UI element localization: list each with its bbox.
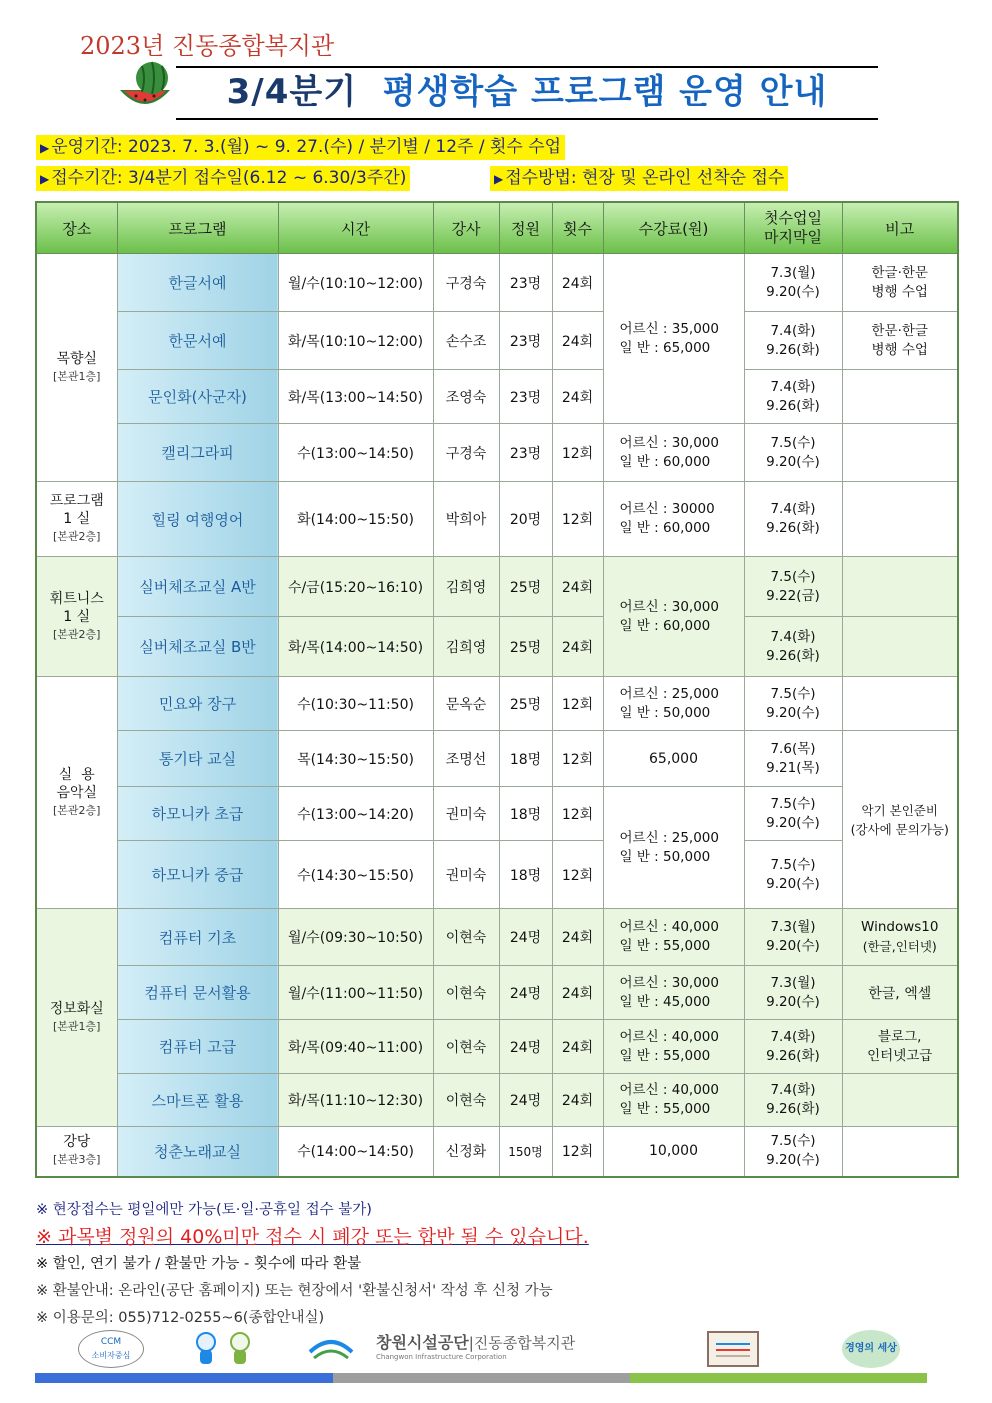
place-cell (36, 482, 117, 557)
end-date: 9.20(수) (766, 1152, 820, 1169)
start-date: 7.5(수) (770, 1133, 816, 1150)
note-line: (강사에 문의가능) (850, 821, 949, 837)
notice-refund: ※ 할인, 연기 불가 / 환불만 가능 - 횟수에 따라 환불 (36, 1256, 362, 1272)
table-row (36, 909, 958, 966)
time-cell: 화/목(13:00~14:50) (278, 370, 433, 424)
table-row (36, 1020, 958, 1074)
header-place: 장소 (36, 202, 117, 254)
table-row (36, 424, 958, 482)
ccm-logo (78, 1330, 144, 1368)
bar-gray (333, 1373, 630, 1383)
end-date: 9.26(화) (766, 520, 820, 536)
watermelon-icon (116, 60, 174, 110)
end-date: 9.26(화) (766, 341, 820, 358)
notice-cancel: ※ 과목별 정원의 40%미만 접수 시 폐강 또는 합반 될 수 있습니다. (36, 1226, 589, 1248)
method-text: 접수방법: 현장 및 온라인 선착순 접수 (505, 168, 785, 188)
table-row (36, 787, 958, 841)
start-date: 7.5(수) (770, 568, 816, 585)
footer-logos (70, 1330, 930, 1370)
note-cell: 한글, 엑셀 (842, 966, 958, 1020)
capacity-cell: 25명 (499, 617, 552, 677)
program-cell: 문인화(사군자) (117, 370, 278, 424)
place-name: 프로그램 (49, 493, 104, 509)
title-text: 평생학습 프로그램 운영 안내 (382, 72, 828, 112)
teacher-cell: 구경숙 (433, 254, 499, 312)
table-row (36, 482, 958, 557)
bar-blue (35, 1373, 333, 1383)
table-row (36, 312, 958, 370)
header-teacher: 강사 (433, 202, 499, 254)
place-name: 1 실 (63, 608, 91, 625)
time-cell: 월/수(10:10~12:00) (278, 254, 433, 312)
start-date: 7.4(화) (770, 501, 816, 517)
time-cell: 화/목(14:00~14:50) (278, 617, 433, 677)
note-line: 병행 수업 (871, 283, 928, 300)
start-date: 7.4(화) (770, 1082, 816, 1098)
place-name: 휘트니스 (49, 590, 104, 607)
capacity-cell: 24명 (499, 1020, 552, 1074)
program-cell: 하모니카 초급 (117, 787, 278, 841)
note-cell (842, 909, 958, 966)
end-date: 9.26(화) (766, 647, 820, 664)
start-date: 7.3(월) (770, 919, 816, 935)
footer-color-bar (35, 1373, 927, 1383)
dates-cell (744, 909, 842, 966)
time-cell: 수(14:00~14:50) (278, 1127, 433, 1177)
end-date: 9.20(수) (766, 283, 820, 300)
time-cell: 화(14:00~15:50) (278, 482, 433, 557)
fee-general: 일 반 : 45,000 (619, 993, 711, 1010)
program-cell: 컴퓨터 문서활용 (117, 966, 278, 1020)
fee-general: 일 반 : 60,000 (619, 453, 711, 470)
table-row (36, 370, 958, 424)
program-table (35, 201, 959, 1178)
fee-general: 일 반 : 55,000 (619, 938, 711, 954)
fee-cell (603, 1074, 744, 1127)
fee-general: 일 반 : 50,000 (619, 704, 711, 721)
fee-senior: 어르신 : 30000 (619, 501, 715, 517)
title-box (176, 66, 878, 120)
city-emblem-icon (306, 1330, 356, 1368)
place-name: 강당 (63, 1134, 91, 1151)
teacher-cell: 조명선 (433, 731, 499, 787)
fee-senior: 어르신 : 40,000 (619, 1082, 719, 1098)
notice-list (36, 1197, 589, 1332)
count-cell: 12회 (552, 482, 603, 557)
notice-onsite: ※ 현장접수는 평일에만 가능(토·일·공휴일 접수 불가) (36, 1202, 372, 1218)
fee-senior: 어르신 : 40,000 (619, 1028, 719, 1045)
capacity-cell: 23명 (499, 424, 552, 482)
dates-cell (744, 1074, 842, 1127)
place-cell (36, 254, 117, 482)
dates-cell (744, 312, 842, 370)
time-cell: 수(10:30~11:50) (278, 677, 433, 731)
fee-senior: 어르신 : 30,000 (619, 974, 719, 991)
count-cell: 24회 (552, 966, 603, 1020)
time-cell: 월/수(11:00~11:50) (278, 966, 433, 1020)
end-date: 9.21(목) (766, 759, 820, 776)
ccm-text: CCM (100, 1337, 122, 1347)
table-header-row (36, 202, 958, 254)
header-capacity: 정원 (499, 202, 552, 254)
time-cell: 수(13:00~14:50) (278, 424, 433, 482)
dates-cell (744, 966, 842, 1020)
table-row (36, 841, 958, 909)
header-program: 프로그램 (117, 202, 278, 254)
teacher-cell: 이현숙 (433, 1074, 499, 1127)
fee-senior: 어르신 : 35,000 (619, 320, 719, 337)
title-quarter: 3/4분기 (226, 72, 358, 112)
dates-cell (744, 370, 842, 424)
capacity-cell: 24명 (499, 1074, 552, 1127)
capacity-cell: 150명 (499, 1127, 552, 1177)
dates-cell (744, 617, 842, 677)
program-cell: 청춘노래교실 (117, 1127, 278, 1177)
place-name: 목향실 (56, 350, 98, 367)
signup-text: 접수기간: 3/4분기 접수일(6.12 ~ 6.30/3주간) (51, 168, 407, 188)
header-first-day: 첫수업일 (764, 209, 822, 227)
mascot-icon (188, 1330, 260, 1368)
note-line: (한글,인터넷) (862, 938, 937, 954)
teacher-cell: 권미숙 (433, 841, 499, 909)
capacity-cell: 23명 (499, 312, 552, 370)
end-date: 9.26(화) (766, 1047, 820, 1064)
note-cell (842, 677, 958, 731)
fee-general: 일 반 : 60,000 (619, 520, 711, 536)
note-cell (842, 482, 958, 557)
teacher-cell: 김희영 (433, 617, 499, 677)
place-name: 실 용 (58, 766, 95, 783)
place-cell (36, 677, 117, 909)
table-row (36, 1127, 958, 1177)
table-row (36, 557, 958, 617)
end-date: 9.20(수) (766, 993, 820, 1010)
count-cell: 24회 (552, 1020, 603, 1074)
capacity-cell: 25명 (499, 557, 552, 617)
time-cell: 화/목(10:10~12:00) (278, 312, 433, 370)
program-cell: 한문서예 (117, 312, 278, 370)
capacity-cell: 18명 (499, 841, 552, 909)
signup-banner (36, 166, 410, 191)
note-line: 악기 본인준비 (861, 802, 938, 818)
end-date: 9.20(수) (766, 453, 820, 470)
time-cell: 목(14:30~15:50) (278, 731, 433, 787)
corporation-logo (376, 1330, 636, 1368)
teacher-cell: 신정화 (433, 1127, 499, 1177)
capacity-cell: 20명 (499, 482, 552, 557)
program-cell: 힐링 여행영어 (117, 482, 278, 557)
program-cell: 한글서예 (117, 254, 278, 312)
fee-cell (603, 677, 744, 731)
count-cell: 12회 (552, 787, 603, 841)
place-name: 정보화실 (49, 1000, 104, 1017)
time-cell: 화/목(09:40~11:00) (278, 1020, 433, 1074)
dates-cell (744, 677, 842, 731)
place-floor: [본관1층] (53, 1019, 101, 1033)
count-cell: 12회 (552, 677, 603, 731)
program-cell: 통기타 교실 (117, 731, 278, 787)
note-line: 한글·한문 (871, 264, 928, 281)
start-date: 7.5(수) (770, 856, 816, 873)
header-count: 횟수 (552, 202, 603, 254)
fee-cell (603, 482, 744, 557)
center-name: |진동종합복지관 (468, 1334, 576, 1352)
fee-senior: 어르신 : 25,000 (619, 685, 719, 702)
slogan-logo: 경영의 세상 (842, 1330, 900, 1368)
teacher-cell: 손수조 (433, 312, 499, 370)
header-note: 비고 (842, 202, 958, 254)
note-cell (842, 557, 958, 617)
header-last-day: 마지막일 (764, 228, 822, 246)
dates-cell (744, 424, 842, 482)
program-cell: 실버체조교실 A반 (117, 557, 278, 617)
start-date: 7.4(화) (770, 1028, 816, 1045)
fee-cell (603, 254, 744, 424)
end-date: 9.22(금) (766, 587, 820, 604)
program-cell: 스마트폰 활용 (117, 1074, 278, 1127)
note-cell (842, 1020, 958, 1074)
fee-senior: 어르신 : 40,000 (619, 919, 719, 935)
time-cell: 수(13:00~14:20) (278, 787, 433, 841)
fee-general: 일 반 : 60,000 (619, 617, 711, 634)
dates-cell (744, 482, 842, 557)
note-line: 한문·한글 (871, 322, 928, 339)
count-cell: 24회 (552, 557, 603, 617)
note-cell (842, 370, 958, 424)
teacher-cell: 이현숙 (433, 909, 499, 966)
dates-cell (744, 841, 842, 909)
teacher-cell: 박희아 (433, 482, 499, 557)
notice-refund-guide: ※ 환불안내: 온라인(공단 홈페이지) 또는 현장에서 '환불신청서' 작성 후 신청 가능 (36, 1283, 553, 1299)
start-date: 7.6(목) (770, 740, 816, 757)
count-cell: 24회 (552, 909, 603, 966)
corporation-english: Changwon Infrastructure Corporation (376, 1353, 507, 1361)
period-text: 운영기간: 2023. 7. 3.(월) ~ 9. 27.(수) / 분기별 / 12주 / 횟수 수업 (51, 137, 562, 157)
place-cell (36, 909, 117, 1127)
ccm-sub-text: 소비자중심 (91, 1351, 131, 1360)
place-name: 음악실 (56, 784, 98, 801)
dates-cell (744, 787, 842, 841)
dates-cell (744, 731, 842, 787)
capacity-cell: 24명 (499, 966, 552, 1020)
count-cell: 12회 (552, 1127, 603, 1177)
triangle-icon: ▶ (40, 172, 50, 186)
note-line: Windows10 (861, 918, 939, 935)
program-cell: 하모니카 중급 (117, 841, 278, 909)
fee-cell (603, 557, 744, 677)
teacher-cell: 문옥순 (433, 677, 499, 731)
start-date: 7.4(화) (770, 322, 816, 339)
count-cell: 24회 (552, 370, 603, 424)
corporation-name: 창원시설공단 (376, 1333, 469, 1352)
fee-cell: 10,000 (603, 1127, 744, 1177)
dates-cell (744, 557, 842, 617)
count-cell: 24회 (552, 312, 603, 370)
capacity-cell: 25명 (499, 677, 552, 731)
end-date: 9.26(화) (766, 1101, 820, 1117)
fee-general: 일 반 : 55,000 (619, 1101, 711, 1117)
count-cell: 24회 (552, 1074, 603, 1127)
time-cell: 화/목(11:10~12:30) (278, 1074, 433, 1127)
place-floor: [본관2층] (53, 803, 101, 817)
dates-cell (744, 1020, 842, 1074)
note-cell (842, 1074, 958, 1127)
program-cell: 실버체조교실 B반 (117, 617, 278, 677)
table-row (36, 677, 958, 731)
start-date: 7.3(월) (770, 974, 816, 991)
teacher-cell: 구경숙 (433, 424, 499, 482)
place-floor: [본관3층] (53, 1153, 101, 1167)
fee-senior: 어르신 : 30,000 (619, 434, 719, 451)
program-cell: 민요와 장구 (117, 677, 278, 731)
program-cell: 컴퓨터 고급 (117, 1020, 278, 1074)
fee-cell (603, 424, 744, 482)
time-cell: 수(14:30~15:50) (278, 841, 433, 909)
count-cell: 12회 (552, 841, 603, 909)
note-cell (842, 254, 958, 312)
note-cell (842, 731, 958, 909)
header-time: 시간 (278, 202, 433, 254)
teacher-cell: 이현숙 (433, 966, 499, 1020)
certificate-icon (706, 1330, 760, 1368)
start-date: 7.4(화) (770, 378, 816, 395)
place-cell (36, 1127, 117, 1177)
start-date: 7.5(수) (770, 434, 816, 451)
table-row (36, 1074, 958, 1127)
note-cell (842, 617, 958, 677)
place-floor: [본관1층] (53, 369, 101, 383)
dates-cell (744, 1127, 842, 1177)
time-cell: 월/수(09:30~10:50) (278, 909, 433, 966)
count-cell: 12회 (552, 424, 603, 482)
count-cell: 24회 (552, 254, 603, 312)
note-line: 블로그, (878, 1028, 922, 1045)
teacher-cell: 이현숙 (433, 1020, 499, 1074)
dates-cell (744, 254, 842, 312)
table-row (36, 966, 958, 1020)
header-dates (744, 202, 842, 254)
fee-general: 일 반 : 55,000 (619, 1047, 711, 1064)
program-cell: 캘리그라피 (117, 424, 278, 482)
capacity-cell: 18명 (499, 787, 552, 841)
period-banner (36, 135, 565, 160)
end-date: 9.20(수) (766, 814, 820, 831)
fee-cell: 65,000 (603, 731, 744, 787)
capacity-cell: 24명 (499, 909, 552, 966)
method-banner (490, 166, 788, 191)
fee-cell (603, 966, 744, 1020)
place-cell (36, 557, 117, 677)
program-cell: 컴퓨터 기초 (117, 909, 278, 966)
triangle-icon: ▶ (40, 141, 50, 155)
table-row (36, 617, 958, 677)
page-title (227, 72, 828, 112)
table-row (36, 254, 958, 312)
note-line: 인터넷고급 (867, 1047, 933, 1064)
fee-senior: 어르신 : 30,000 (619, 598, 719, 615)
note-line: 병행 수업 (871, 341, 928, 358)
capacity-cell: 23명 (499, 254, 552, 312)
note-cell (842, 312, 958, 370)
start-date: 7.3(월) (770, 264, 816, 281)
fee-cell (603, 909, 744, 966)
start-date: 7.4(화) (770, 628, 816, 645)
capacity-cell: 18명 (499, 731, 552, 787)
organization-title: 2023년 진동종합복지관 (80, 32, 335, 60)
teacher-cell: 조영숙 (433, 370, 499, 424)
fee-cell (603, 787, 744, 909)
end-date: 9.20(수) (766, 938, 820, 954)
note-cell (842, 424, 958, 482)
teacher-cell: 권미숙 (433, 787, 499, 841)
start-date: 7.5(수) (770, 795, 816, 812)
fee-general: 일 반 : 65,000 (619, 339, 711, 356)
capacity-cell: 23명 (499, 370, 552, 424)
fee-cell (603, 1020, 744, 1074)
fee-general: 일 반 : 50,000 (619, 848, 711, 865)
count-cell: 24회 (552, 617, 603, 677)
teacher-cell: 김희영 (433, 557, 499, 617)
fee-senior: 어르신 : 25,000 (619, 829, 719, 846)
end-date: 9.20(수) (766, 875, 820, 892)
note-cell (842, 1127, 958, 1177)
end-date: 9.20(수) (766, 704, 820, 721)
triangle-icon: ▶ (494, 172, 504, 186)
start-date: 7.5(수) (770, 685, 816, 702)
header-fee: 수강료(원) (603, 202, 744, 254)
time-cell: 수/금(15:20~16:10) (278, 557, 433, 617)
count-cell: 12회 (552, 731, 603, 787)
bar-green (630, 1373, 927, 1383)
end-date: 9.26(화) (766, 397, 820, 414)
table-row (36, 731, 958, 787)
notice-contact: ※ 이용문의: 055)712-0255~6(종합안내실) (36, 1310, 325, 1326)
place-floor: [본관2층] (53, 530, 101, 543)
place-name: 1 실 (63, 511, 91, 527)
place-floor: [본관2층] (53, 627, 101, 641)
